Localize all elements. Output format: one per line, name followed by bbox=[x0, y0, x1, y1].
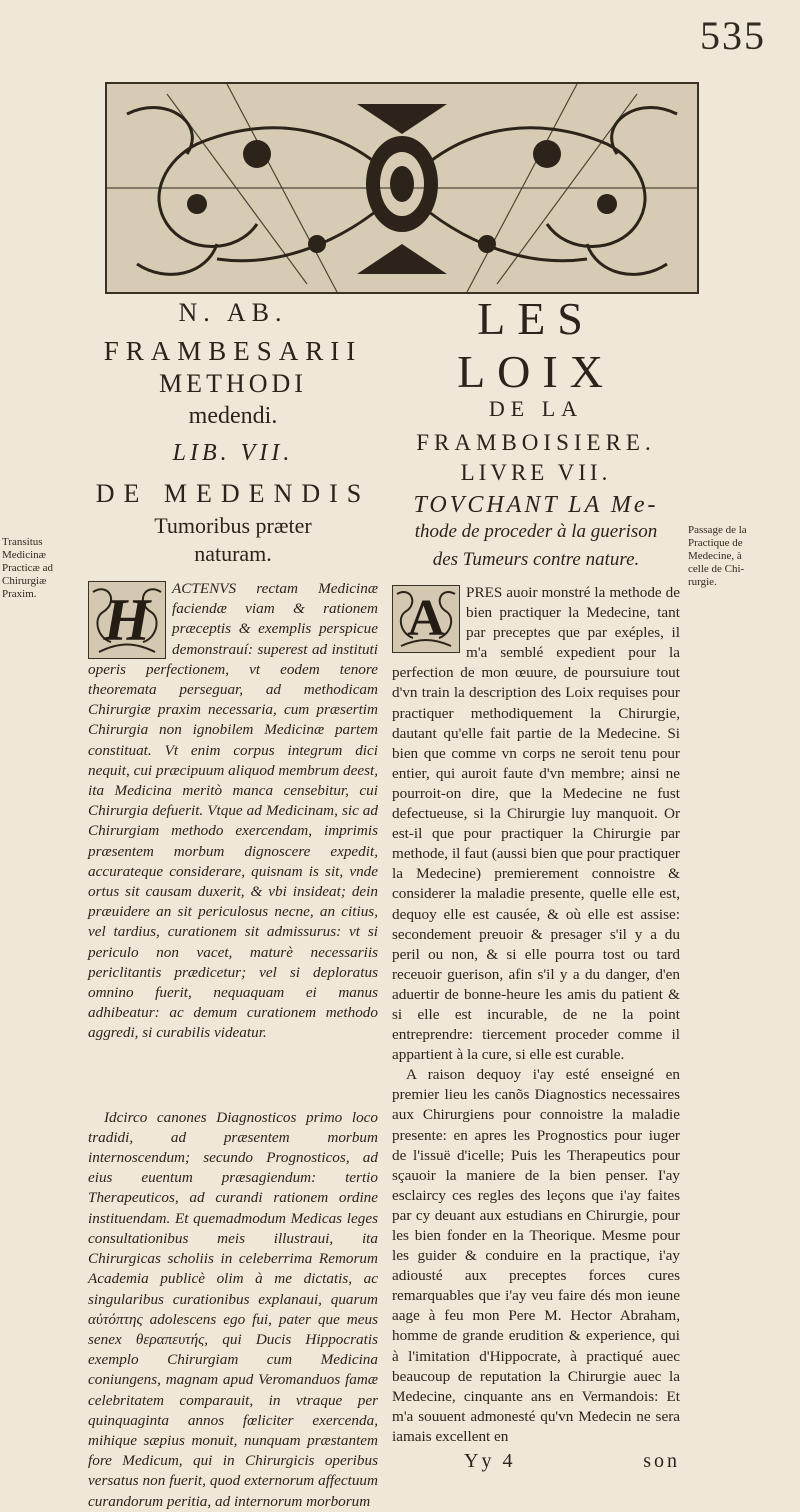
work-title: METHODI bbox=[159, 369, 307, 398]
french-paragraph-2: A raison dequoy i'ay esté enseigné en premier lieu les canõs Diagnostics necessaires aux Chirurgiens pour connoistre la maladie presente: en apres les Prognostics pour iuger de l'issuë d'icelle; Puis les Therapeutics pour sçauoir la maniere de la bien penser. I'ay esclaircy ces regles des leçons que i'ay faites par cy deuant aux estudians en Chirurgie, pour les bien fonder en la Theorique. Mesme pour les guider & conduire en la practique, i'ay adiousté aux preceptes forces cures remarquables que i'ay veu faire dés mon ieune aage à feu mon Pere M. Hector Abraham, homme de grande erudition & experience, qui à l'imitation d'Hippocrate, à practiqué auec beaucoup de reputation la Chirurgie auec la Medecine, cinquante ans en Vermandois: Et m'a souuent admonesté qu'vn Medecin ne sera iamais excellent en bbox=[392, 1066, 680, 1445]
work-title-sub: medendi. bbox=[188, 403, 278, 429]
margin-note-left bbox=[2, 536, 86, 601]
dropcap-ornament-icon bbox=[392, 585, 460, 653]
margin-note-line: Practicæ ad bbox=[2, 562, 54, 574]
margin-note-line: celle de Chi- bbox=[688, 563, 745, 575]
signature-mark: Yy 4 bbox=[464, 1450, 516, 1473]
signature-line bbox=[392, 1451, 680, 1471]
french-chapter-title-line: thode de proceder à la guerison bbox=[414, 521, 658, 542]
chapter-title: DE MEDENDIS bbox=[95, 479, 371, 508]
latin-paragraph-2: Idcirco canones Diagnosticos primo loco tradidi, ad præsentem morbum internoscendum; secundo Prognosticos, ad eius euentum præsagiendum: tertio Therapeuticos, ad curandi rationem ordine instituendam. Et quemadmodum Medicas leges consultationibus meis illustraui, ita Chirurgicas scholiis in celeberrima Remorum Academia publicè olim à me dictatis, ac singularibus curationibus explanaui, quarum αὐτόπτης adolescens ego fui, pater que meus senex θεραπευτής, qui Ducis Hippocratis exemplo Chirurgiam cum Medicina coniungens, magnam apud Veromanduos famæ celebritatem comparauit, in vtraque per quinquaginta annos fœliciter exercenda, mihique sæpius monuit, nunquam præstantem fore Medicum, qui in Chirurgicis operibus versatus non fuerit, quod externorum affectuum curandorum peritia, ad internorum morborum bbox=[88, 1108, 378, 1510]
margin-note-line: Practique de bbox=[688, 537, 743, 549]
dropcap-ornament-icon bbox=[88, 581, 166, 659]
french-main-title: LES LOIX bbox=[457, 293, 615, 397]
french-text bbox=[392, 583, 680, 1471]
catchword: son bbox=[643, 1450, 680, 1473]
book-number: LIB. VII. bbox=[172, 440, 294, 466]
french-column bbox=[392, 292, 680, 1471]
chapter-title-line: Tumoribus præter bbox=[154, 513, 312, 538]
headpiece-ornament-icon bbox=[105, 82, 699, 294]
margin-note-line: Transitus bbox=[2, 536, 43, 548]
author-name: FRAMBESARII bbox=[103, 336, 363, 366]
margin-note-line: Medicinæ bbox=[2, 549, 46, 561]
dropcap-letter: A bbox=[407, 589, 445, 647]
margin-note-line: Medecine, à bbox=[688, 550, 742, 562]
margin-note-line: rurgie. bbox=[688, 576, 717, 588]
french-paragraph-1: PRES auoir monstré la methode de bien practiquer la Medecine, tant par preceptes que par exéples, il m'a semblé expedient pour la perfection de mon œuure, de poursuiure tout d'vn train la description des Loix requises pour practiquer methodiquement la Chirurgie, dautant qu'elle fait partie de la Medecine. Si bien que comme vn corps ne seroit tenu pour entier, qui auroit faute d'vn membre; ainsi ne pourroit-on dire, que la Medecine ne fust defectueuse, si la Chirurgie luy manquoit. Or est-il que pour practiquer la Chirurgie par methode, il faut (aussi bien que pour practiquer la Medecine) premierement connoistre & considerer la maladie presente, quelle elle est, dequoy elle est causée, & où elle est assise: secondement preuoir & presager s'il y a du peril ou non, & si elle pourra tost ou tard receuoir guerison, afin s'il y a du danger, d'en aduertir de bonne-heure les amis du patient & si elle est incurable, de ne la point entreprendre: tiercement proceder comme il appartient à la cure, si elle est curable. bbox=[392, 584, 680, 1064]
latin-text bbox=[88, 579, 378, 1512]
dropcap-letter: H bbox=[103, 586, 151, 653]
french-title-line: DE LA bbox=[488, 396, 584, 421]
margin-note-right bbox=[688, 524, 796, 589]
latin-paragraph-1: ACTENVS rectam Medicinæ faciendæ viam & rationem præceptis & exemplis perspicue demonstrauí: superest ad instituti operis perfectionem, vt eodem tenore theoremata perseguar, ad methodicam Chirurgiæ praxim necessaria, cum præsertim Chirurgia non ignobilem Medicinæ partem constituat. Vt enim corpus integrum dici nequit, cui præcipuum aliquod membrum deest, ita Medicina meritò manca censebitur, cui Chirurgia defuerit. Vtque ad Medicinam, sic ad Chirurgiam methodo exercendam, imprimis præsentem morbum dignoscere expedit, accurateque considerare, quisnam is sit, vnde ortus sit causam duxerit, & vbi insideat; dein præuidere an sit periculosus necne, an citius, vel tardius, curationem sit admissurus: vt si periculo non vacet, maturè necessariis periclitantis prædicetur; vel si deploratus omnino fuerit, nequaquam ei manus adhibeatur: ac demum curationem methodo aggredi, si curabilis videatur. bbox=[88, 580, 378, 1042]
french-chapter-title-line: des Tumeurs contre nature. bbox=[432, 549, 640, 570]
chapter-title-line: naturam. bbox=[194, 541, 272, 566]
margin-note-line: Passage de la bbox=[688, 524, 747, 536]
margin-note-line: Chirurgiæ bbox=[2, 575, 47, 587]
margin-note-line: Praxim. bbox=[2, 588, 37, 600]
french-author-name: FRAMBOISIERE. bbox=[416, 430, 656, 455]
french-book-number: LIVRE VII. bbox=[460, 460, 612, 485]
page-number: 535 bbox=[700, 13, 766, 58]
french-chapter-title: TOVCHANT LA Me- bbox=[413, 492, 659, 518]
latin-column bbox=[88, 292, 378, 1512]
author-initials: N. AB. bbox=[178, 298, 288, 327]
